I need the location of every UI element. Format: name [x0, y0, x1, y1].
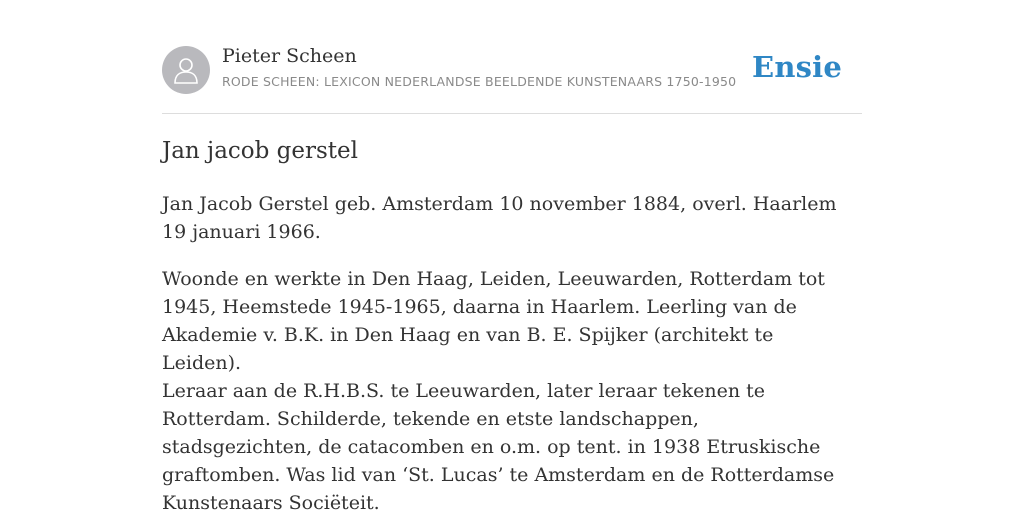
ensie-logo[interactable]: Ensie: [752, 50, 842, 84]
article-paragraph: Jan Jacob Gerstel geb. Amsterdam 10 november 1884, overl. Haarlem 19 januari 1966.: [162, 193, 837, 243]
article-paragraph: Woonde en werkte in Den Haag, Leiden, Leeuwarden, Rotterdam tot 1945, Heemstede 1945-1965, daarna in Haarlem. Leerling van de Akademie v. B.K. in Den Haag en van B. E. Spijker (architekt te Leiden).: [162, 268, 825, 374]
source-title[interactable]: RODE SCHEEN: LEXICON NEDERLANDSE BEELDENDE KUNSTENAARS 1750-1950: [222, 74, 737, 89]
header-divider: [162, 113, 862, 114]
article-paragraph: Leraar aan de R.H.B.S. te Leeuwarden, later leraar tekenen te Rotterdam. Schilderde, tekende en etste landschappen, stadsgezichten, de catacomben en o.m. op tent. in 1938 Etruskische graftomben. Was lid van ‘St. Lucas’ te Amsterdam en de Rotterdamse Kunstenaars Sociëteit.: [162, 380, 835, 514]
header: [162, 46, 862, 96]
author-avatar[interactable]: [162, 46, 210, 94]
author-name[interactable]: Pieter Scheen: [222, 45, 357, 67]
article-title: Jan jacob gerstel: [162, 138, 359, 164]
user-silhouette-icon: [173, 56, 199, 84]
